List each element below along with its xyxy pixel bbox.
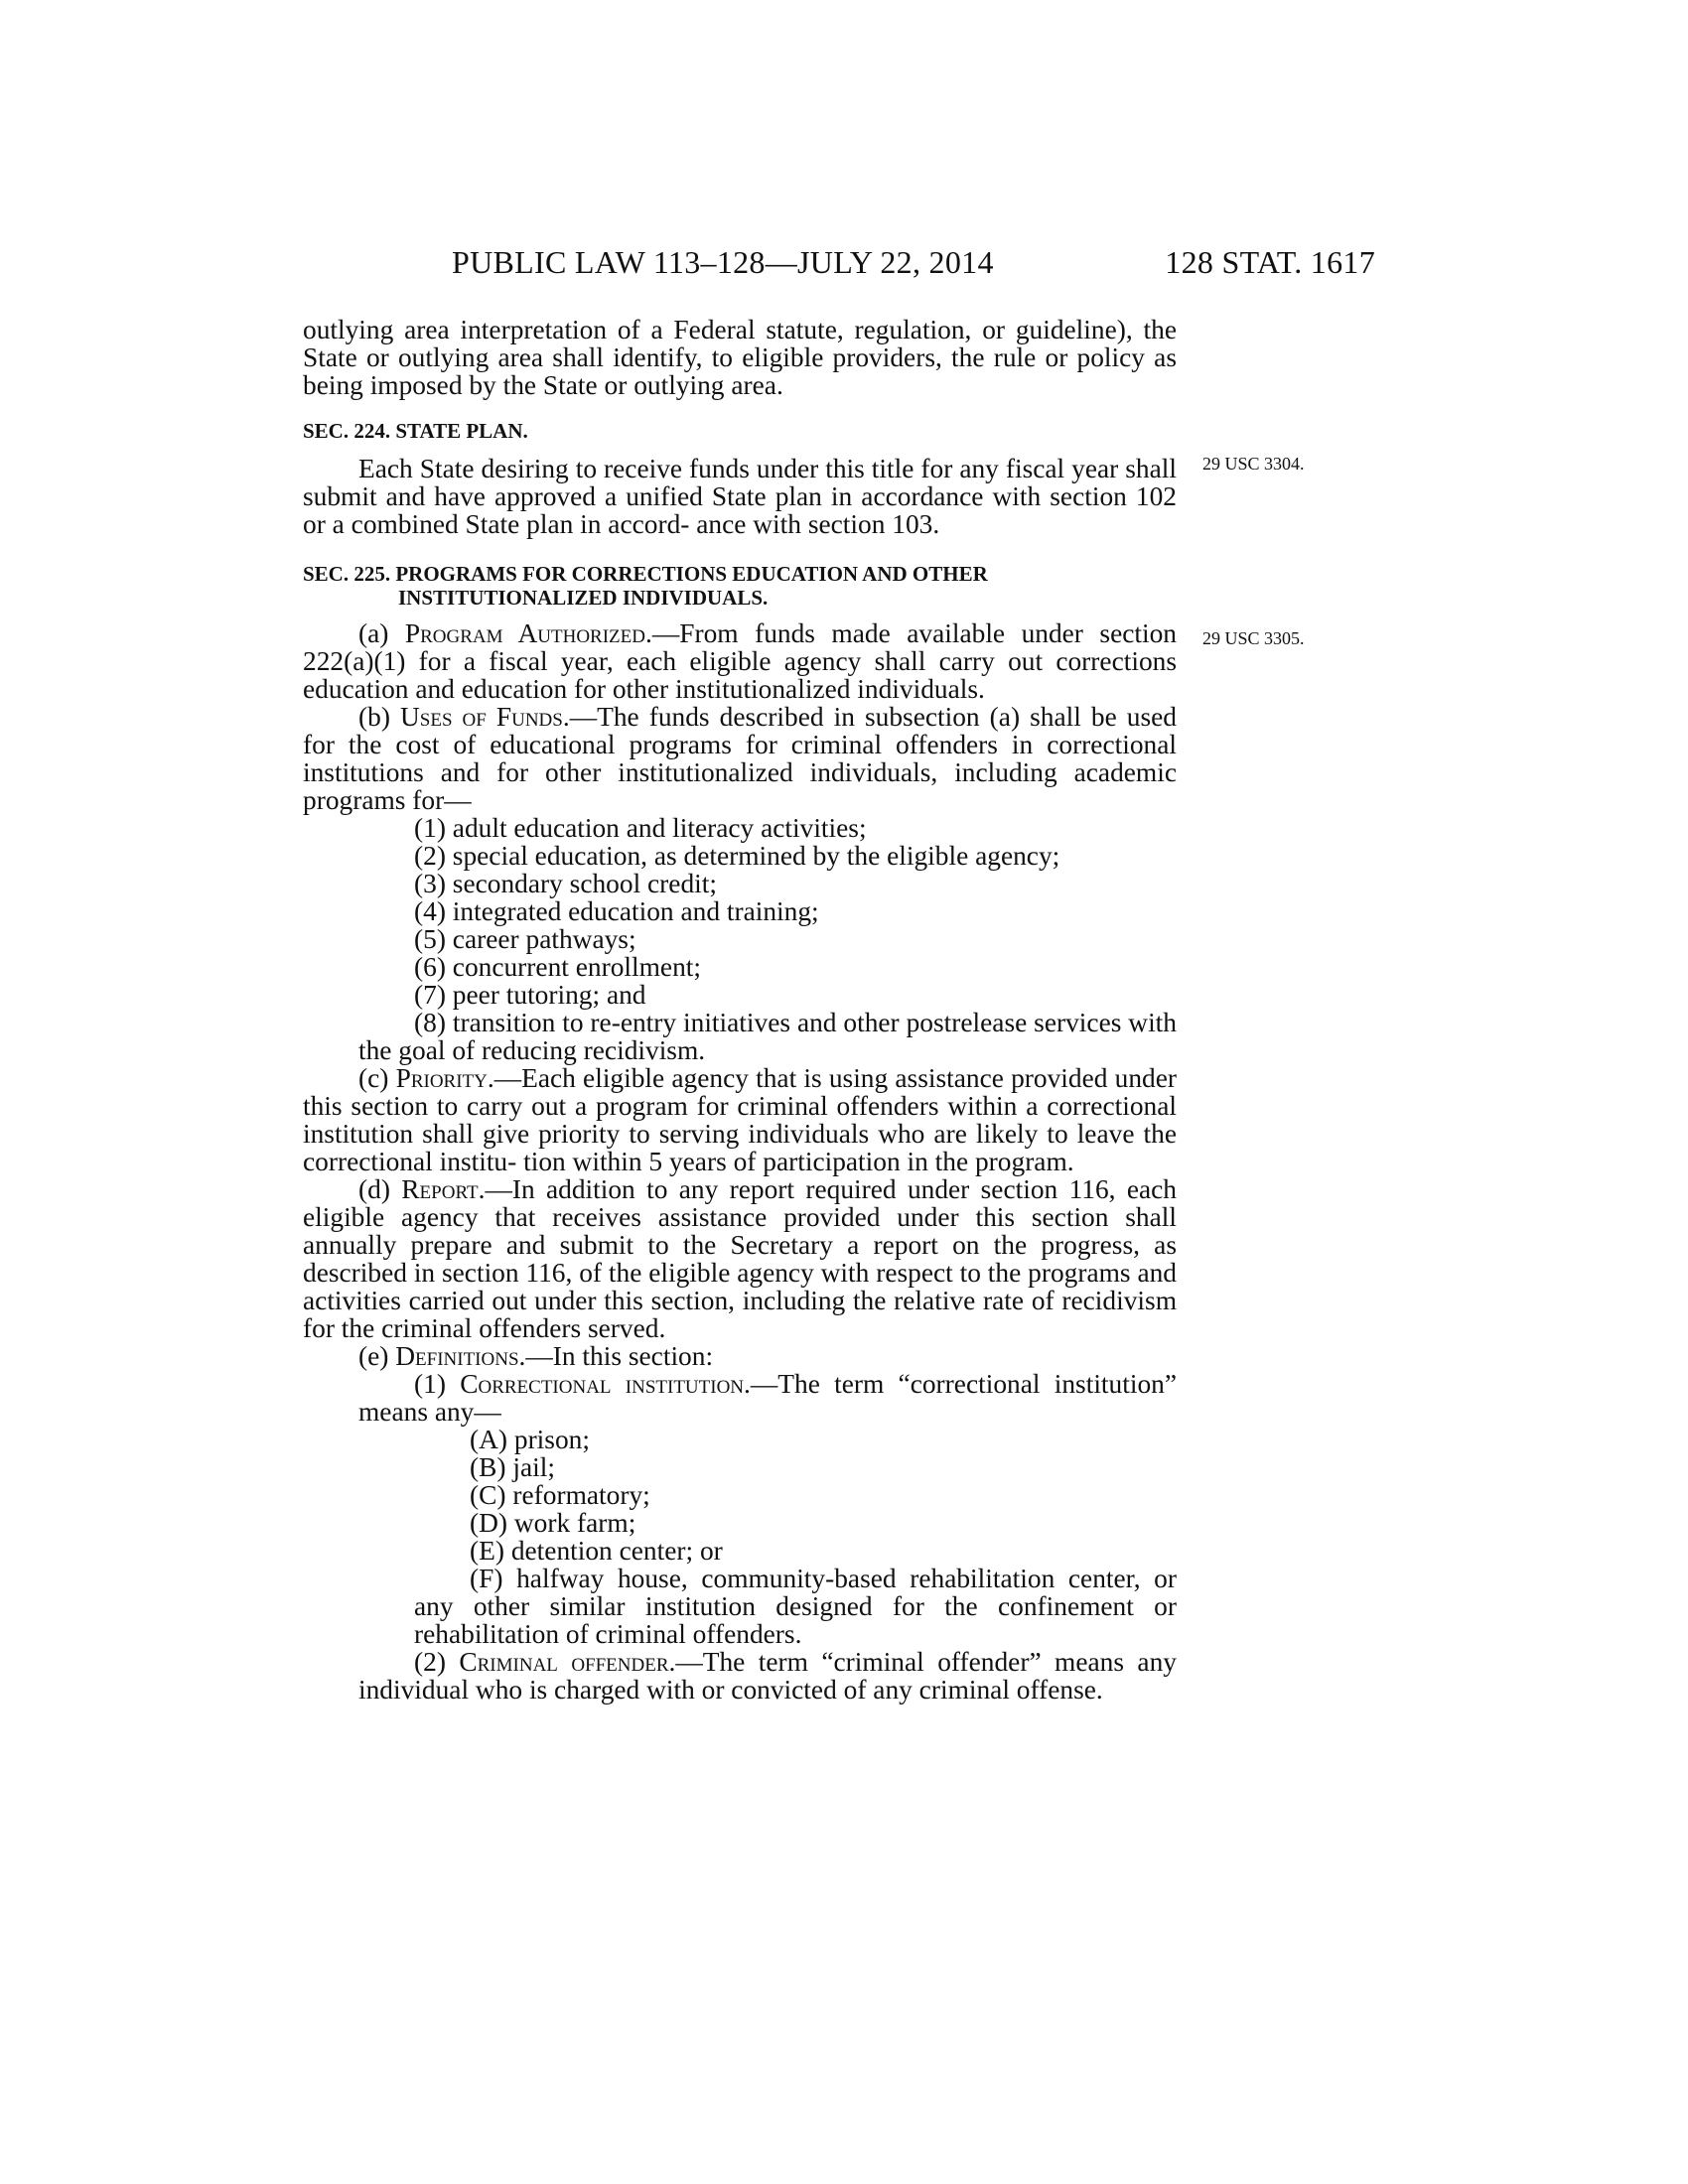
list-item: (F) halfway house, community-based rehabilitation center, or any other similar institution designed for the confinement or rehabilitation of criminal offenders. xyxy=(414,1564,1177,1649)
list-item: (4) integrated education and training; xyxy=(414,896,819,926)
section-225-heading: SEC. 225. PROGRAMS FOR CORRECTIONS EDUCATION AND OTHER INSTITUTIONALIZED INDIVIDUALS. xyxy=(303,562,988,610)
list-item: (7) peer tutoring; and xyxy=(414,980,646,1010)
definition-correctional-institution: (1) Correctional institution.—The term “correctional institution” means any— xyxy=(358,1369,1178,1427)
subsection-b: (b) Uses of Funds.—The funds described in subsection (a) shall be used for the cost of educational programs for criminal offenders in correctional institutions and for other institutionalized individuals, including academic programs for— xyxy=(303,702,1177,815)
subsection-c: (c) Priority.—Each eligible agency that is using assistance provided under this section to carry out a program for criminal offenders within a correctional institution shall give priority to serving individuals who are likely to leave the correctional institu- tion within 5 years of participation in the program. xyxy=(303,1063,1177,1176)
subsection-e-caption: Definitions xyxy=(395,1341,519,1371)
section-224-text: Each State desiring to receive funds under this title for any fiscal year shall submit and have approved a unified State plan in accordance with section 102 or a combined State plan in accord- ance with section 103. xyxy=(303,454,1177,539)
margin-note-sec225: 29 USC 3305. xyxy=(1202,628,1305,648)
subsection-c-caption: Priority xyxy=(395,1063,488,1093)
list-item: (A) prison; xyxy=(470,1425,590,1454)
continuation-paragraph: outlying area interpretation of a Federal statute, regulation, or guideline), the State or outlying area shall identify, to eligible providers, the rule or policy as being imposed by the State or outlying area. xyxy=(303,315,1177,400)
subsection-b-caption: Uses of Funds xyxy=(399,702,563,732)
running-header-title: PUBLIC LAW 113–128—JULY 22, 2014 xyxy=(452,244,994,280)
subsection-e: (e) Definitions.—In this section: xyxy=(358,1341,714,1371)
list-item: (B) jail; xyxy=(470,1452,555,1482)
definition-2-caption: Criminal offender xyxy=(459,1647,669,1677)
subsection-d: (d) Report.—In addition to any report required under section 116, each eligible agency that receives assistance provided under this section shall annually prepare and submit to the Secretary a report on the progress, as described in section 116, of the eligible agency with respect to the programs and activities carried out under this section, including the relative rate of recidivism for the criminal offenders served. xyxy=(303,1174,1177,1343)
list-item: (D) work farm; xyxy=(470,1508,636,1538)
list-item: (3) secondary school credit; xyxy=(414,869,717,898)
subsection-a-caption: Program Authorized xyxy=(404,618,645,648)
list-item: (5) career pathways; xyxy=(414,924,636,954)
margin-note-sec224: 29 USC 3304. xyxy=(1202,454,1305,474)
list-item: (E) detention center; or xyxy=(470,1536,723,1566)
list-item: (C) reformatory; xyxy=(470,1480,650,1510)
definition-1-caption: Correctional institution xyxy=(460,1369,745,1399)
document-body xyxy=(303,316,1177,1704)
subsection-d-caption: Report xyxy=(401,1174,479,1204)
list-item: (2) special education, as determined by the eligible agency; xyxy=(414,841,1060,871)
definition-criminal-offender: (2) Criminal offender.—The term “criminal offender” means any individual who is charged with or convicted of any criminal offense. xyxy=(358,1647,1177,1705)
list-item: (6) concurrent enrollment; xyxy=(414,952,702,982)
subsection-a: (a) Program Authorized.—From funds made available under section 222(a)(1) for a fiscal year, each eligible agency shall carry out corrections education and education for other institutionalized individuals. xyxy=(303,618,1178,704)
list-item: (1) adult education and literacy activities; xyxy=(414,813,867,843)
section-224-heading: SEC. 224. STATE PLAN. xyxy=(303,419,528,443)
page-statute-number: 128 STAT. 1617 xyxy=(1165,244,1375,280)
list-item: (8) transition to re-entry initiatives and other postrelease services with the goal of reducing recidivism. xyxy=(358,1008,1177,1065)
